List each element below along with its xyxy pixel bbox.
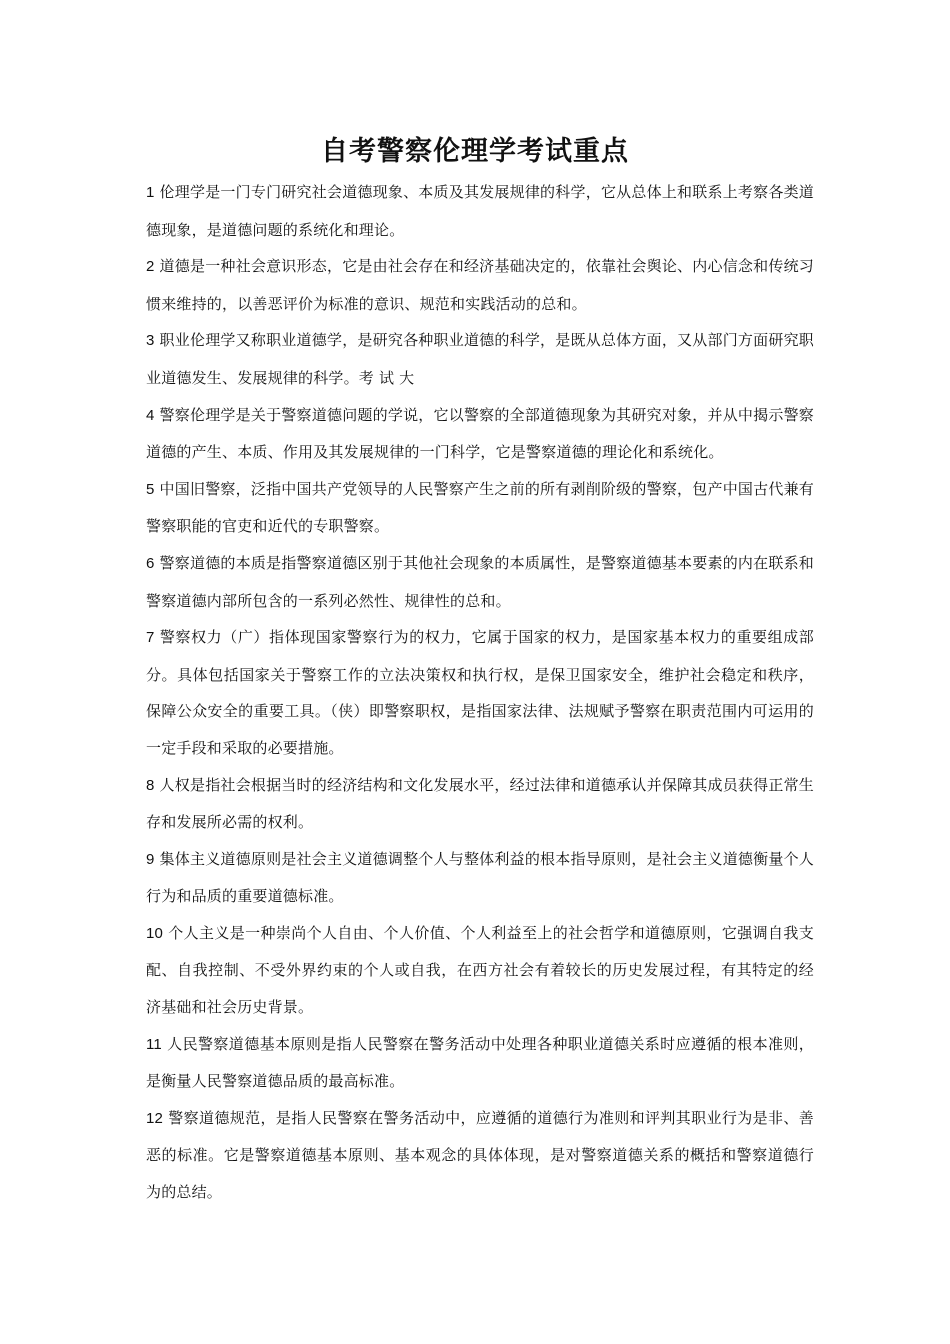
paragraph-number: 6: [146, 554, 155, 572]
paragraph-number: 5: [146, 480, 155, 498]
paragraph-text: 警察权力（广）指体现国家警察行为的权力，它属于国家的权力，是国家基本权力的重要组成部分。具体包括国家关于警察工作的立法决策权和执行权，是保卫国家安全，维护社会稳定和秩序，保障公众安全的重要工具。（侠）即警察职权，是指国家法律、法规赋予警察在职责范围内可运用的一定手段和采取的必要措施。: [146, 628, 815, 757]
paragraph-8: [146, 767, 814, 841]
paragraph-text: 伦理学是一门专门研究社会道德现象、本质及其发展规律的科学，它从总体上和联系上考察各类道德现象，是道德问题的系统化和理论。: [146, 183, 815, 239]
paragraph-12: [146, 1100, 814, 1211]
paragraph-7: [146, 619, 814, 766]
paragraph-number: 1: [146, 184, 155, 201]
paragraph-5: [146, 471, 814, 545]
paragraph-1: [146, 174, 814, 248]
paragraph-11: [146, 1026, 814, 1100]
paragraph-number: 9: [146, 850, 155, 868]
paragraph-6: [146, 545, 814, 619]
paragraph-text: 人权是指社会根据当时的经济结构和文化发展水平，经过法律和道德承认并保障其成员获得正常生存和发展所必需的权利。: [146, 775, 815, 832]
paragraph-number: 3: [146, 332, 155, 350]
paragraph-text: 职业伦理学又称职业道德学，是研究各种职业道德的科学，是既从总体方面，又从部门方面研究职业道德发生、发展规律的科学。考 试 大: [146, 331, 815, 387]
paragraph-text: 警察伦理学是关于警察道德问题的学说，它以警察的全部道德现象为其研究对象，并从中揭示警察道德的产生、本质、作用及其发展规律的一门科学，它是警察道德的理论化和系统化。: [146, 405, 815, 462]
paragraph-text: 人民警察道德基本原则是指人民警察在警务活动中处理各种职业道德关系时应遵循的根本准则，是衡量人民警察道德品质的最高标准。: [146, 1034, 815, 1091]
paragraph-number: 8: [146, 776, 155, 794]
paragraph-number: 2: [146, 258, 155, 276]
paragraph-3: [146, 322, 814, 396]
paragraph-text: 道德是一种社会意识形态，它是由社会存在和经济基础决定的，依靠社会舆论、内心信念和传统习惯来维持的，以善恶评价为标准的意识、规范和实践活动的总和。: [146, 257, 815, 313]
paragraph-number: 10: [146, 924, 164, 942]
paragraph-text: 警察道德的本质是指警察道德区别于其他社会现象的本质属性，是警察道德基本要素的内在联系和警察道德内部所包含的一系列必然性、规律性的总和。: [146, 553, 815, 610]
paragraph-text: 个人主义是一种崇尚个人自由、个人价值、个人利益至上的社会哲学和道德原则，它强调自我支配、自我控制、不受外界约束的个人或自我，在西方社会有着较长的历史发展过程，有其特定的经济基础和社会历史背景。: [146, 923, 815, 1017]
paragraph-number: 11: [146, 1035, 162, 1053]
paragraph-9: [146, 841, 814, 915]
document-body: [146, 174, 814, 1211]
paragraph-number: 12: [146, 1109, 164, 1127]
paragraph-4: [146, 397, 814, 471]
paragraph-text: 集体主义道德原则是社会主义道德调整个人与整体利益的根本指导原则，是社会主义道德衡量个人行为和品质的重要道德标准。: [146, 849, 815, 906]
paragraph-number: 7: [146, 629, 155, 647]
paragraph-text: 警察道德规范，是指人民警察在警务活动中，应遵循的道德行为准则和评判其职业行为是非、善恶的标准。它是警察道德基本原则、基本观念的具体体现，是对警察道德关系的概括和警察道德行为的总结。: [146, 1108, 815, 1202]
paragraph-text: 中国旧警察，泛指中国共产党领导的人民警察产生之前的所有剥削阶级的警察，包产中国古代兼有警察职能的官吏和近代的专职警察。: [146, 479, 815, 536]
paragraph-number: 4: [146, 406, 155, 424]
paragraph-2: [146, 248, 814, 322]
document-title: 自考警察伦理学考试重点: [321, 136, 629, 167]
paragraph-10: [146, 915, 814, 1026]
